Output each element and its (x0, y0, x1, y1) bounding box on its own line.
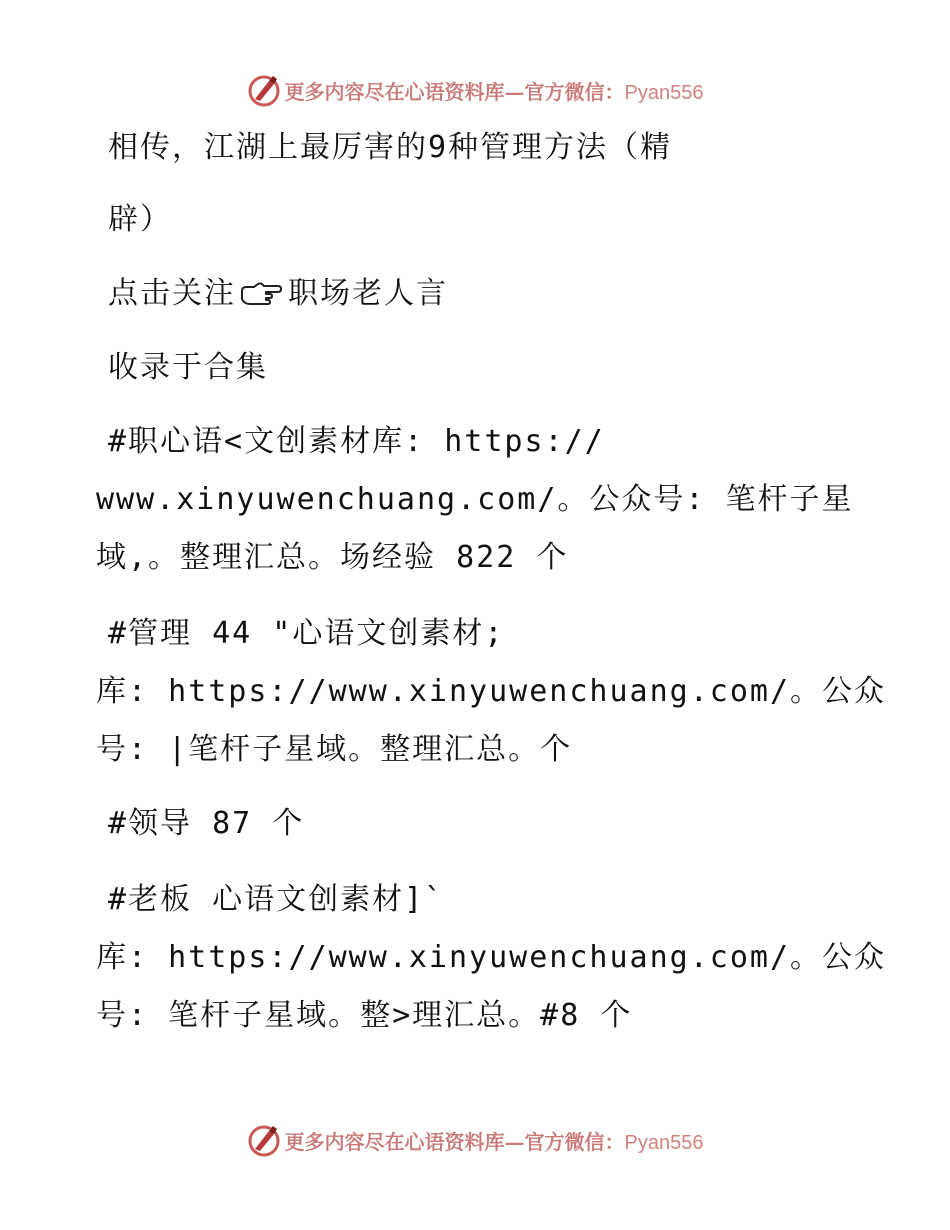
follow-account-name[interactable]: 职场老人言 (288, 276, 448, 311)
follow-prefix: 点击关注 (108, 276, 236, 311)
pointing-hand-icon (240, 281, 282, 309)
watermark-wechat-id: Pyan556 (624, 81, 704, 104)
header-watermark (0, 70, 950, 110)
tag-guanli-line-2[interactable]: 库: https://www.xinyuwenchuang.com/。公众 (96, 674, 887, 709)
watermark-text: 更多内容尽在心语资料库—官方微信： (284, 1129, 625, 1154)
brush-logo-icon (247, 73, 281, 107)
tag-laoban-line-1[interactable]: #老板 心语文创素材]` (108, 882, 445, 917)
tag-zhichangjingyan-line-2[interactable]: www.xinyuwenchuang.com/。公众号: 笔杆子星 (96, 482, 854, 517)
article-title-line-1: 相传，江湖上最厉害的9种管理方法（精 (108, 130, 673, 165)
tag-zhichangjingyan-line-3[interactable]: 域,。整理汇总。场经验 822 个 (96, 540, 569, 575)
article-title-line-2: 辟） (108, 202, 172, 237)
tag-guanli-line-3[interactable]: 号: |笔杆子星域。整理汇总。个 (96, 732, 573, 767)
footer-watermark (0, 1120, 950, 1160)
tag-guanli-line-1[interactable]: #管理 44 "心语文创素材; (108, 616, 505, 651)
watermark-text: 更多内容尽在心语资料库—官方微信： (284, 79, 625, 104)
tag-laoban-line-2[interactable]: 库: https://www.xinyuwenchuang.com/。公众 (96, 940, 887, 975)
tag-zhichangjingyan-line-1[interactable]: #职心语<文创素材库: https:// (108, 424, 605, 459)
brush-logo-icon (247, 1123, 281, 1157)
follow-line[interactable] (108, 276, 448, 312)
tag-laoban-line-3[interactable]: 号: 笔杆子星域。整>理汇总。#8 个 (96, 998, 633, 1033)
watermark-wechat-id: Pyan556 (624, 1131, 704, 1154)
tag-lingdao[interactable]: #领导 87 个 (108, 806, 305, 841)
collection-label: 收录于合集 (108, 350, 268, 385)
